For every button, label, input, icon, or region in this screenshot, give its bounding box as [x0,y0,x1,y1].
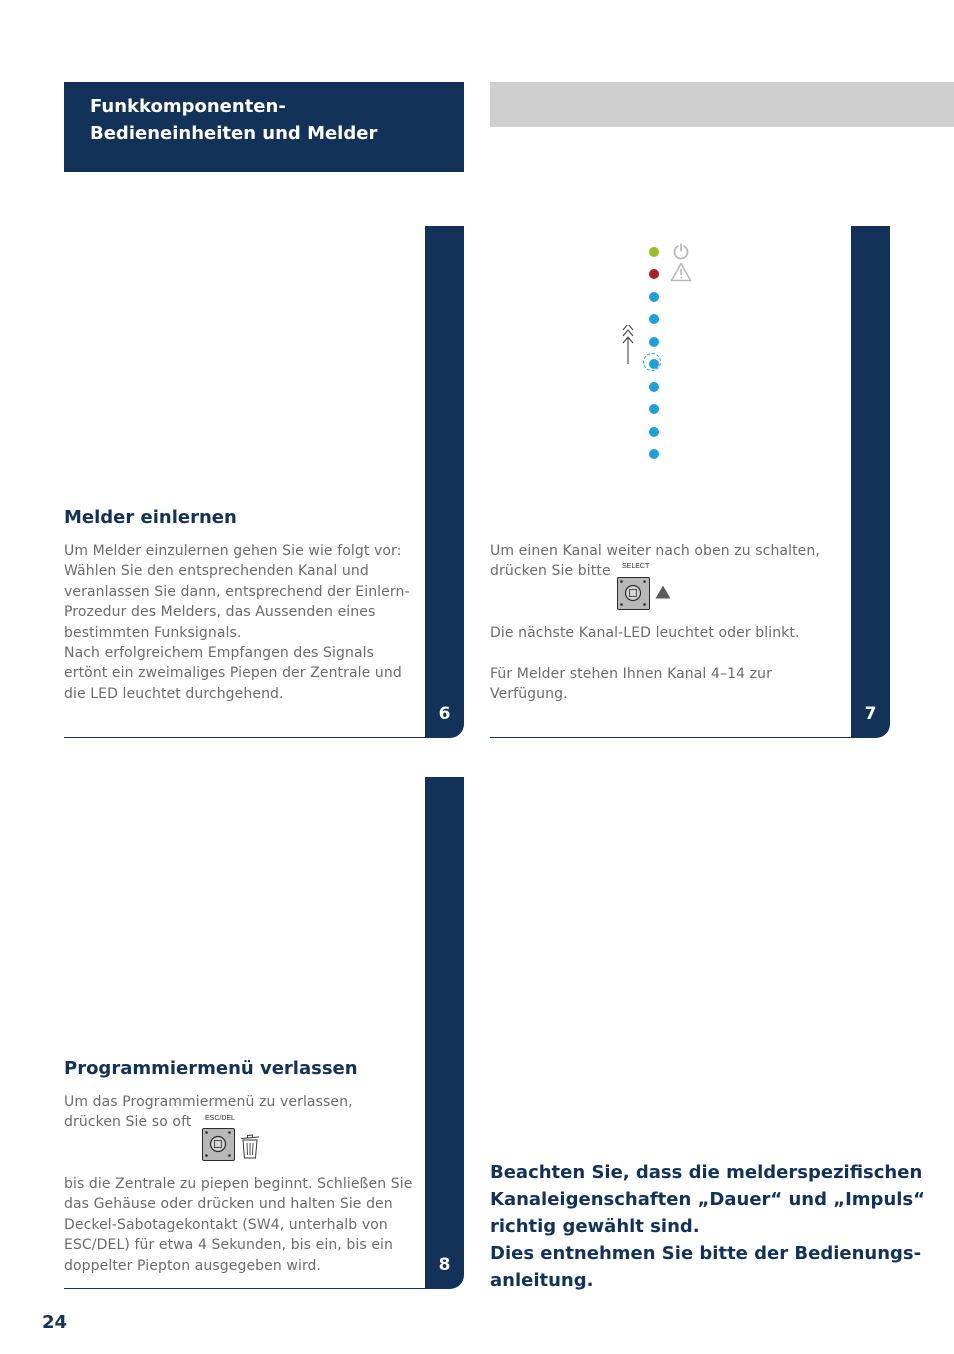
step-8-rule [64,1288,439,1289]
step-7-channels-text: Für Melder stehen Ihnen Kanal 4–14 zur Verfügung. [490,666,772,703]
up-triangle-icon [655,585,671,599]
channel-led [649,449,659,459]
section-header [64,82,464,172]
channel-led [649,314,659,324]
step-7-led-text: Die nächste Kanal-LED leuchtet oder blinkt. [490,625,800,641]
step-8-number: 8 [438,1255,451,1275]
section-title: Funkkomponenten-Bedieneinheiten und Melder [90,96,378,144]
select-button-label: SELECT [622,563,650,570]
step-7-sidebar [851,226,890,738]
channel-up-arrow-icon [620,325,636,365]
channel-led [649,292,659,302]
select-button-graphic [617,563,677,611]
step-8-sidebar [425,777,464,1289]
step-6-heading: Melder einlernen [64,507,237,528]
led-panel-diagram [600,238,710,468]
power-icon [672,242,690,260]
step-8-intro-text: Um das Programmiermenü zu verlassen, drücken Sie so oft [64,1094,353,1131]
step-8-after-text: bis die Zentrale zu piepen beginnt. Schließen Sie das Gehäuse oder drücken und halten Sie den Deckel-Sabotagekontakt (SW4, unterhalb von ESC/DEL) für etwa 4 Sekunden, bis ein, bis ein doppelter Piepton ausgegeben wird. [64,1176,413,1274]
page-number: 24 [42,1312,68,1333]
step-8-heading: Programmiermenü verlassen [64,1058,358,1079]
step-6-rule [64,737,439,738]
notice-text [490,1159,930,1294]
channel-led [649,404,659,414]
alarm-led [649,269,659,279]
power-led [649,247,659,257]
trash-icon [240,1133,260,1159]
warning-icon [670,262,692,282]
channel-led [649,427,659,437]
step-6-sidebar [425,226,464,738]
channel-led [649,382,659,392]
step-6-text: Um Melder einzulernen gehen Sie wie folgt vor: Wählen Sie den entsprechenden Kanal und veranlassen Sie dann, entsprechend der Einlern-Prozedur des Melders, das Aussenden eines bestimmten Funksignals. Nach erfolgreichem Empfangen des Signals ertönt ein zweimaliges Piepen der Zentrale und die LED leuchtet durchgehend. [64,543,410,702]
esc-del-button-label: ESC/DEL [205,1115,235,1122]
channel-led [649,337,659,347]
step-7-number: 7 [864,704,877,724]
active-channel-ring [643,353,661,371]
select-button-icon [617,577,650,610]
notice-line-2: Dies entnehmen Sie bitte der Bedienungs-anleitung. [490,1243,922,1291]
step-7-rule [490,737,865,738]
esc-del-button-icon [202,1128,235,1161]
header-band [490,82,954,127]
notice-line-1: Beachten Sie, dass die melderspezifischen Kanaleigenschaften „Dauer“ und „Impuls“ richtig gewählt sind. [490,1162,925,1237]
step-7-intro-text: Um einen Kanal weiter nach oben zu schalten, drücken Sie bitte [490,543,820,580]
step-6-number: 6 [438,704,451,724]
esc-del-button-graphic [202,1115,264,1163]
